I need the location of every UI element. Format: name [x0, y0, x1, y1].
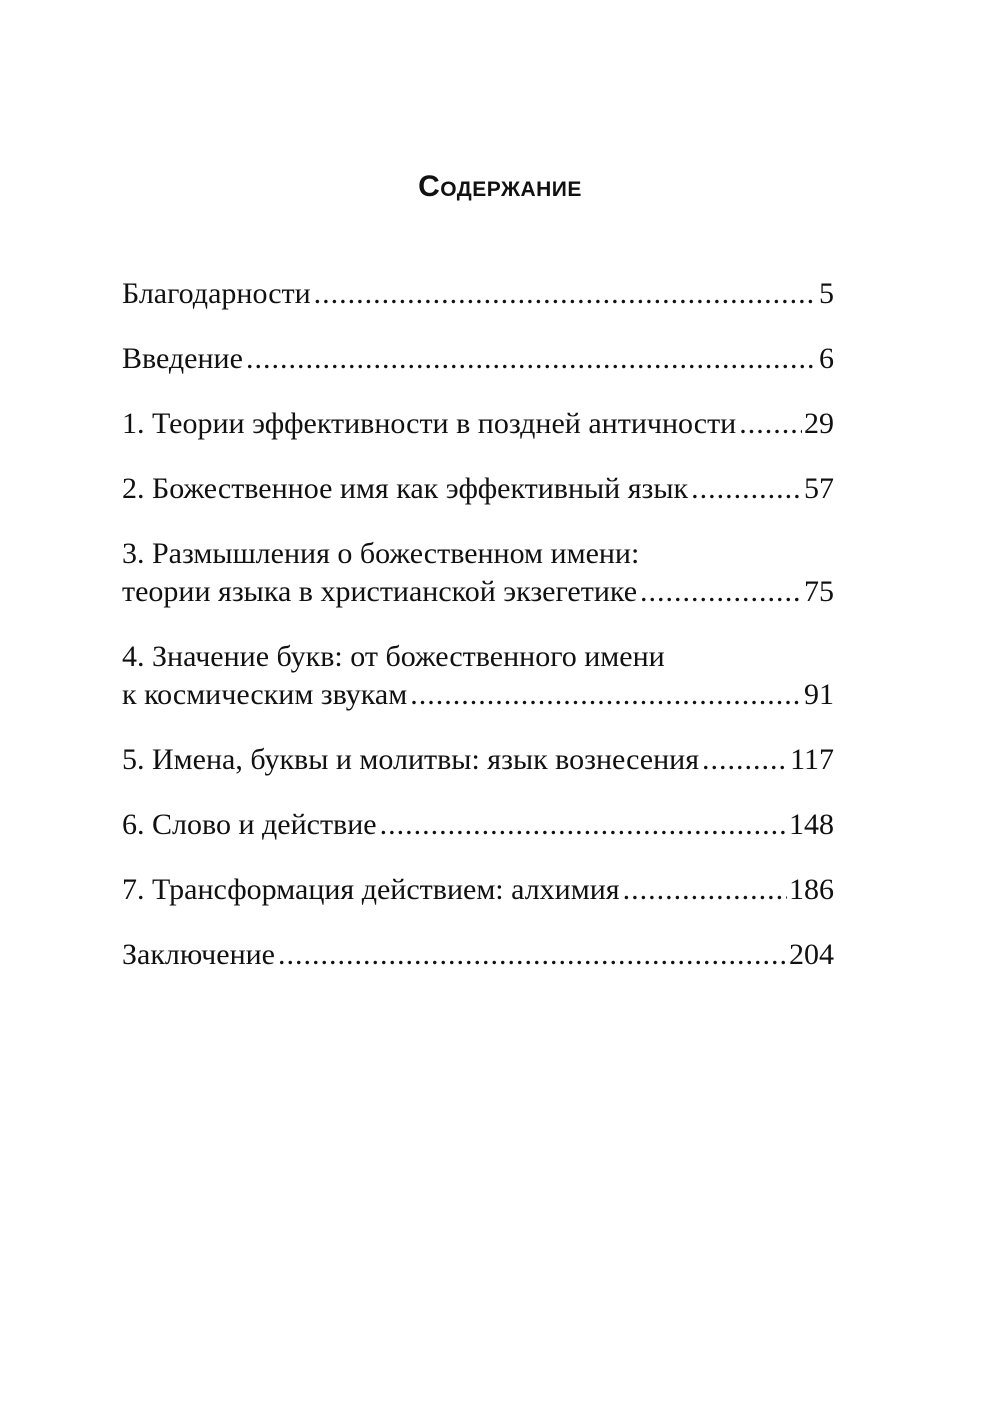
dot-leader — [623, 871, 787, 909]
toc-entry-title-continued: теории языка в христианской экзегетике — [122, 575, 638, 608]
dot-leader — [739, 405, 802, 443]
dot-leader — [640, 573, 802, 611]
toc-page-number: 148 — [789, 808, 834, 841]
toc-entry-title: 3. Размышления о божественном имени: — [122, 537, 640, 570]
toc-entry[interactable] — [122, 405, 834, 443]
toc-page-number: 75 — [804, 575, 834, 608]
toc-page-number: 186 — [789, 873, 834, 906]
toc-entry-title: 1. Теории эффективности в поздней античности — [122, 407, 737, 440]
toc-page-number: 29 — [804, 407, 834, 440]
page-title: Содержание — [418, 170, 582, 203]
toc-entry-title: 5. Имена, буквы и молитвы: язык вознесения — [122, 743, 700, 776]
dot-leader — [410, 676, 802, 714]
toc-entry[interactable] — [122, 806, 834, 844]
toc-page-number: 6 — [819, 342, 834, 375]
toc-entry-title: 7. Трансформация действием: алхимия — [122, 873, 620, 906]
toc-entry-title: 2. Божественное имя как эффективный язык — [122, 472, 689, 505]
toc-entry[interactable] — [122, 936, 834, 974]
toc-entry[interactable] — [122, 871, 834, 909]
toc-entry-title: 6. Слово и действие — [122, 808, 377, 841]
toc-page-number: 91 — [804, 678, 834, 711]
dot-leader — [702, 741, 788, 779]
dot-leader — [278, 936, 787, 974]
dot-leader — [380, 806, 787, 844]
toc-page-number: 204 — [789, 938, 834, 971]
toc-page-number: 57 — [804, 472, 834, 505]
dot-leader — [691, 470, 802, 508]
toc-entry[interactable] — [122, 638, 834, 714]
toc-entry[interactable] — [122, 535, 834, 611]
toc-page-number: 117 — [790, 743, 834, 776]
toc-entry-title: Благодарности — [122, 277, 311, 310]
toc-entry[interactable] — [122, 470, 834, 508]
toc-entry-title: 4. Значение букв: от божественного имени — [122, 640, 665, 673]
toc-entry-title-continued: к космическим звукам — [122, 678, 408, 711]
toc-entry[interactable] — [122, 741, 834, 779]
table-of-contents — [122, 275, 834, 974]
toc-entry[interactable] — [122, 275, 834, 313]
toc-page-number: 5 — [819, 277, 834, 310]
dot-leader — [314, 275, 817, 313]
dot-leader — [246, 340, 817, 378]
toc-entry-title: Введение — [122, 342, 243, 375]
toc-entry-title: Заключение — [122, 938, 275, 971]
toc-entry[interactable] — [122, 340, 834, 378]
